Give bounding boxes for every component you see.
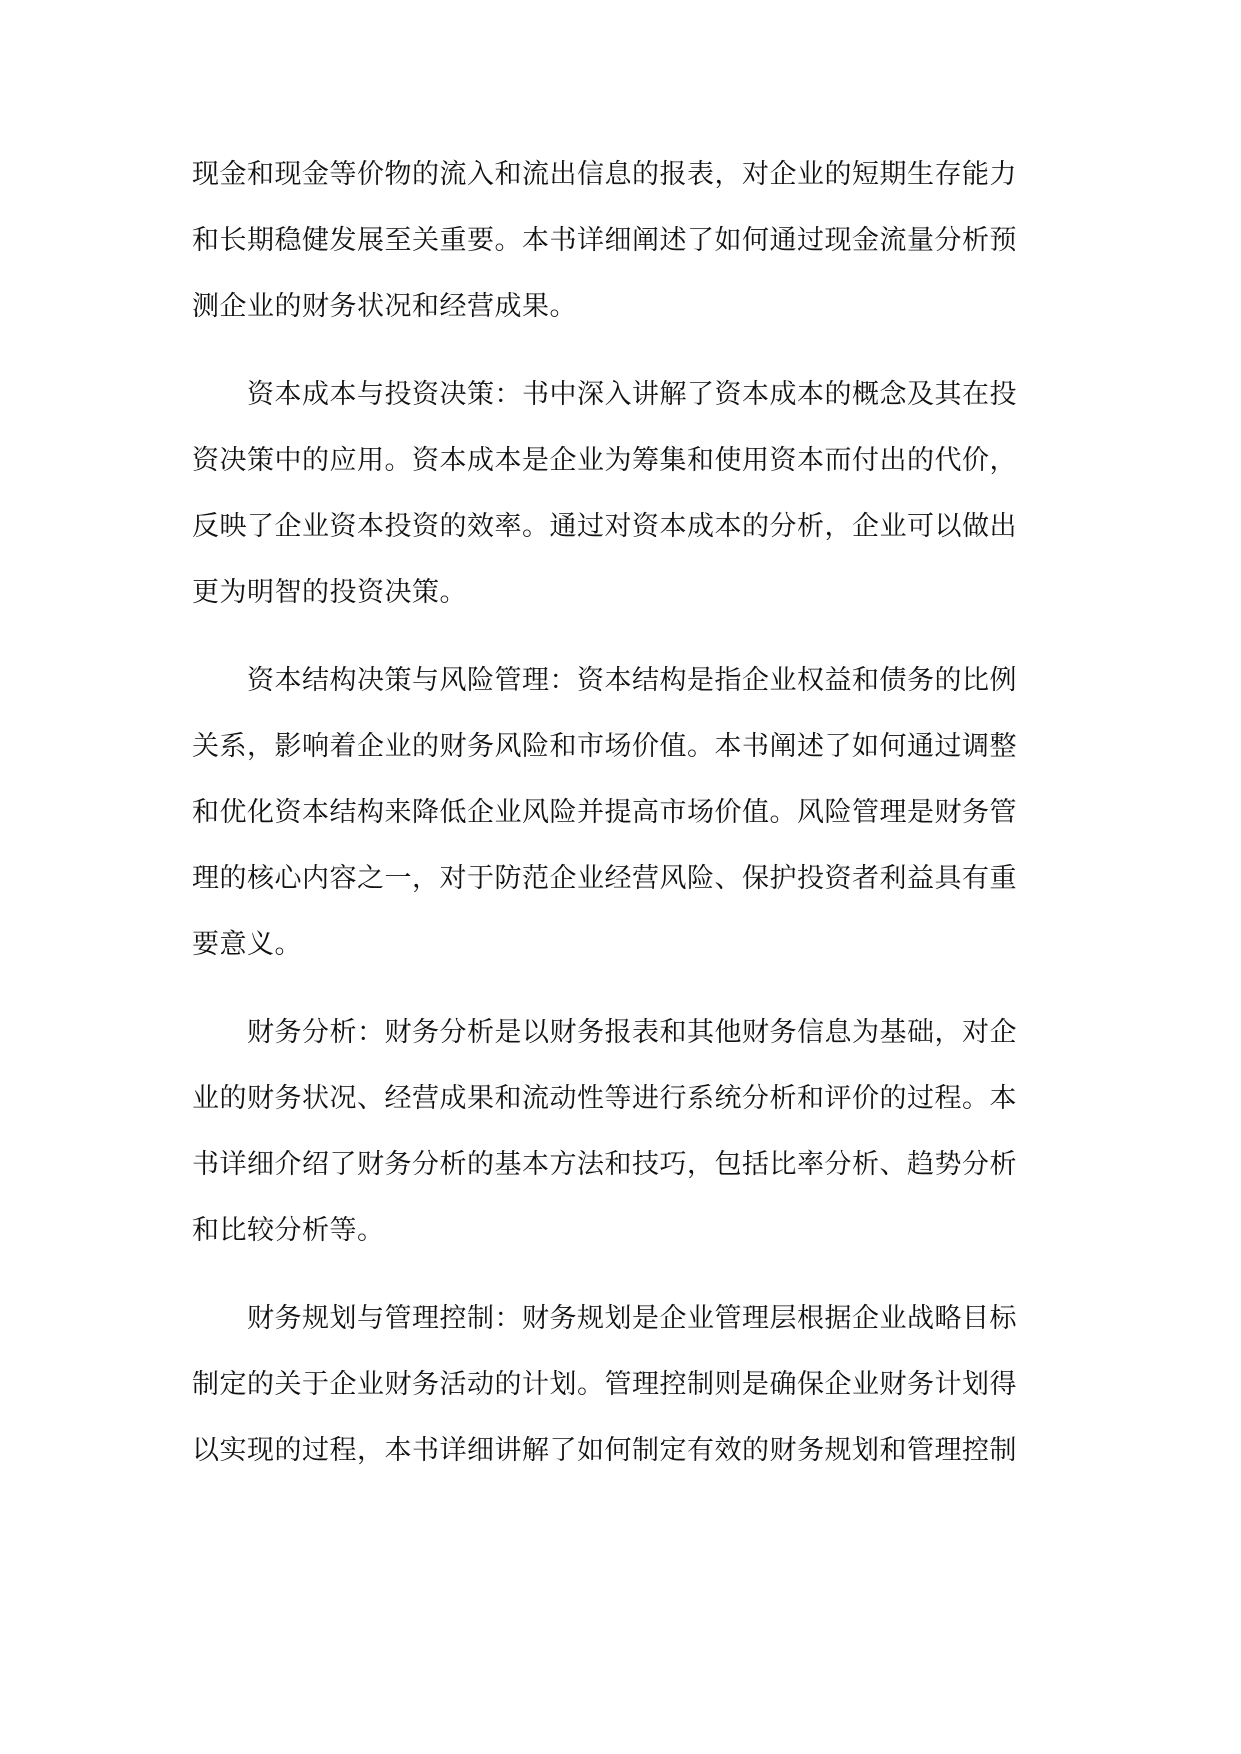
paragraph-capital-structure — [192, 648, 1058, 978]
text-line: 现金和现金等价物的流入和流出信息的报表，对企业的短期生存能力 — [192, 159, 1017, 190]
paragraph-financial-planning — [192, 1286, 1058, 1484]
text-line: 以实现的过程，本书详细讲解了如何制定有效的财务规划和管理控制 — [192, 1435, 1017, 1466]
text-line: 财务规划与管理控制：财务规划是企业管理层根据企业战略目标 — [247, 1303, 1017, 1334]
paragraph-financial-analysis — [192, 1000, 1058, 1264]
text-line: 关系，影响着企业的财务风险和市场价值。本书阐述了如何通过调整 — [192, 731, 1017, 762]
text-line: 和比较分析等。 — [192, 1215, 385, 1246]
text-line: 理的核心内容之一，对于防范企业经营风险、保护投资者利益具有重 — [192, 863, 1017, 894]
text-line: 财务分析：财务分析是以财务报表和其他财务信息为基础，对企 — [247, 1017, 1017, 1048]
text-line: 资本成本与投资决策：书中深入讲解了资本成本的概念及其在投 — [247, 379, 1017, 410]
text-line: 更为明智的投资决策。 — [192, 577, 467, 608]
text-line: 制定的关于企业财务活动的计划。管理控制则是确保企业财务计划得 — [192, 1369, 1017, 1400]
text-line: 要意义。 — [192, 929, 302, 960]
text-line: 测企业的财务状况和经营成果。 — [192, 291, 577, 322]
text-line: 反映了企业资本投资的效率。通过对资本成本的分析，企业可以做出 — [192, 511, 1017, 542]
text-line: 书详细介绍了财务分析的基本方法和技巧，包括比率分析、趋势分析 — [192, 1149, 1017, 1180]
text-line: 资决策中的应用。资本成本是企业为筹集和使用资本而付出的代价， — [192, 445, 1017, 476]
paragraph-cost-of-capital — [192, 362, 1058, 626]
text-line: 和长期稳健发展至关重要。本书详细阐述了如何通过现金流量分析预 — [192, 225, 1017, 256]
text-line: 资本结构决策与风险管理：资本结构是指企业权益和债务的比例 — [247, 665, 1017, 696]
paragraph-cash-flow — [192, 142, 1058, 340]
body-text — [192, 142, 1058, 1484]
text-line: 业的财务状况、经营成果和流动性等进行系统分析和评价的过程。本 — [192, 1083, 1017, 1114]
text-line: 和优化资本结构来降低企业风险并提高市场价值。风险管理是财务管 — [192, 797, 1017, 828]
